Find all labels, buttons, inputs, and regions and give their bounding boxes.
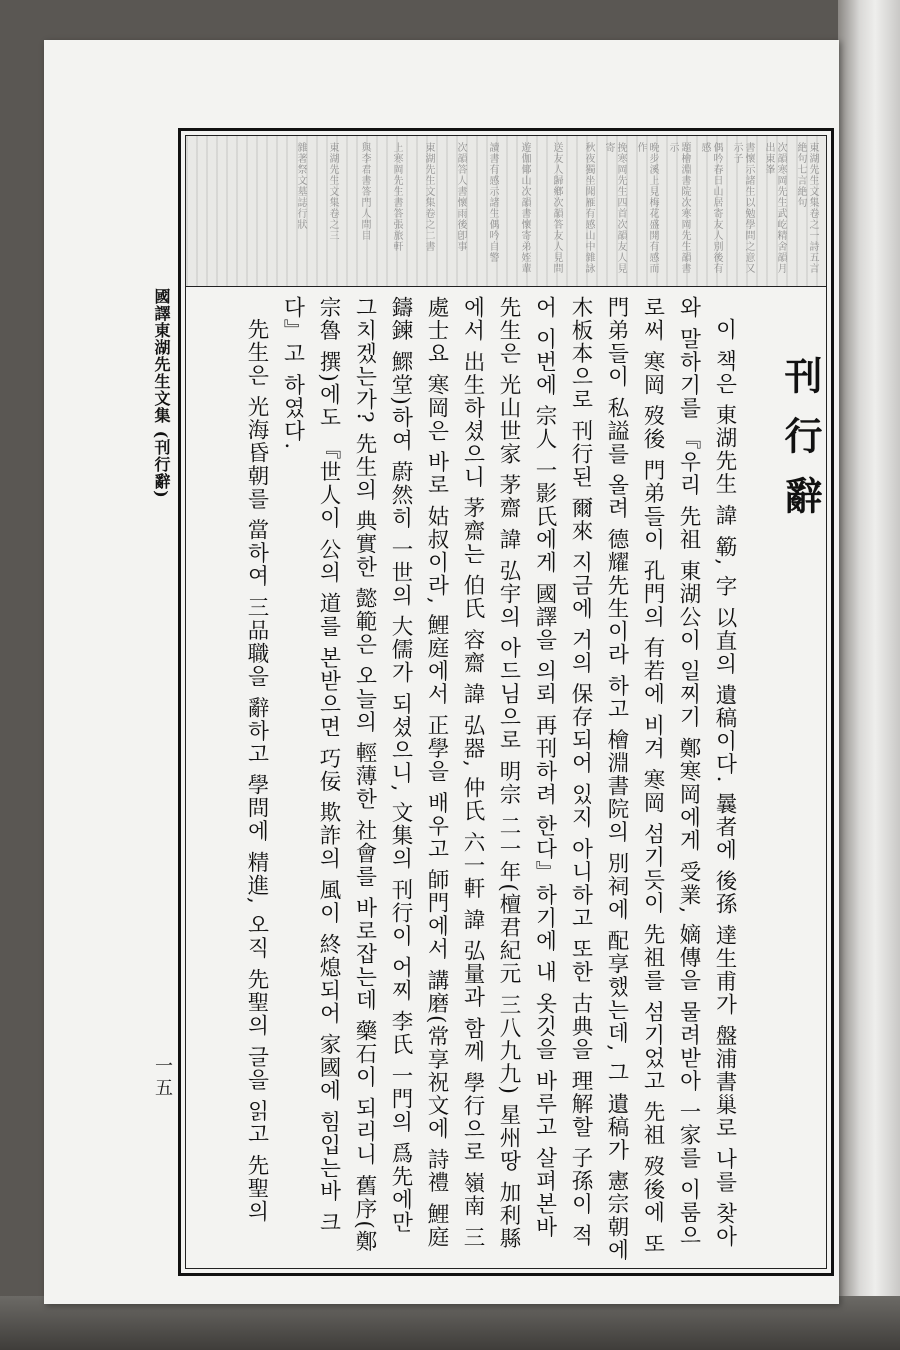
background-right [838, 0, 900, 1350]
page-title: 刊行辭 [778, 356, 823, 536]
header-band-column: 題檜淵書院次寒岡先生韻書示 [667, 142, 690, 274]
page-number: 一五 [152, 1056, 173, 1100]
running-header: 國譯東湖先生文集 (刊行辭) [152, 288, 171, 499]
header-band-column: 上寒岡先生書答張旅軒 [391, 142, 402, 252]
paragraph: 이 책은 東湖先生 諱 簕, 字 以直의 遺稿이다. 曩者에 後孫 達生甫가 盤浦書巢로 나를 찾아와 말하기를 『우리 先祖 東湖公이 일찌기 鄭寒岡에게 受業, 嫡傳을 물려받아 一家를 이룸으로써 寒岡 歿後 門弟들이 孔門의 有若에 비겨 寒岡 섬기듯이 先祖를 섬기었고 先祖 歿後에 또 門弟들이 私謚를 올려 德耀先生이라 하고 檜淵書院의 別祠에 配享했는데, 그 遺稿가 憲宗朝에 木板本으로 刊行된 爾來 지금에 거의 保存되어 있지 아니하고 또한 古典을 理解할 子孫이 적어 이번에 宗人 一影氏에게 國譯을 의뢰 再刊하려 한다』하기에 내 옷깃을 바루고 살펴본바 先生은 光山世家 茅齋 諱 弘宇의 아드님으로 明宗 二一年(檀君紀元 三八九九) 星州땅 加利縣에서 出生하셨으니 茅齋는 伯氏 容齋 諱 弘器, 仲氏 六一軒 諱 弘量과 함께 學行으로 嶺南 三處士요 寒岡은 바로 姑叔이라, 鯉庭에서 正學을 배우고 師門에서 講磨(常享祝文에 詩禮 鯉庭 鑄鍊 鰥堂)하여 蔚然히 一世의 大儒가 되셨으니, 文集의 刊行이 어찌 李氏 一門의 爲先에만 그치겠는가? 先生의 典實한 懿範은 오늘의 輕薄한 社會를 바로잡는데 藥石이 되리니 舊序(鄭宗魯 撰)에도 『世人이 公의 道를 본받으면 巧佞 欺詐의 風이 終熄되어 家國에 힘입는바 크다』고 하였다. [280, 296, 737, 1262]
header-band-column: 東湖先生文集卷之三 [327, 142, 338, 241]
paragraph: 先生은 光海昏朝를 當하여 三品職을 辭하고 學問에 精進, 오직 先聖의 글을 읽고 先聖의 [244, 317, 269, 1223]
header-band-column: 東湖先生文集卷之一詩五言絶句七言絶句 [795, 142, 818, 274]
header-band-column: 與李君書答門人問目 [359, 142, 370, 241]
header-band-column: 遊伽倻山次韻書懷寄弟姪輩 [519, 142, 530, 274]
header-band-column: 東湖先生文集卷之二書 [423, 142, 434, 252]
header-band-column: 送友人歸鄕次韻答友人見問 [551, 142, 562, 274]
text-frame-inner [185, 135, 827, 1269]
header-band-column: 次韻寒岡先生武屹精舍韻月出東峯 [763, 142, 786, 274]
background-bottom [0, 1296, 900, 1350]
header-band-column: 偶吟春日山居寄友人別後有感 [699, 142, 722, 274]
header-band-column: 次韻答人書懷雨後卽事 [455, 142, 466, 252]
header-band-column: 秋夜獨坐聞雁有感山中雜詠 [583, 142, 594, 274]
body-text [198, 296, 823, 1262]
header-band-column: 讀書有感示諸生偶吟自警 [487, 142, 498, 263]
book-page [44, 40, 839, 1304]
header-band-column: 雜著祭文墓誌行狀 [295, 142, 306, 230]
text-frame [178, 128, 834, 1276]
header-band-column: 晩步溪上見梅花盛開有感而作 [635, 142, 658, 274]
header-band-column: 書懷示諸生以勉學問之意又示子 [731, 142, 754, 274]
header-band-image [186, 136, 826, 287]
header-band-column: 挽寒岡先生四首次韻友人見寄 [603, 142, 626, 274]
